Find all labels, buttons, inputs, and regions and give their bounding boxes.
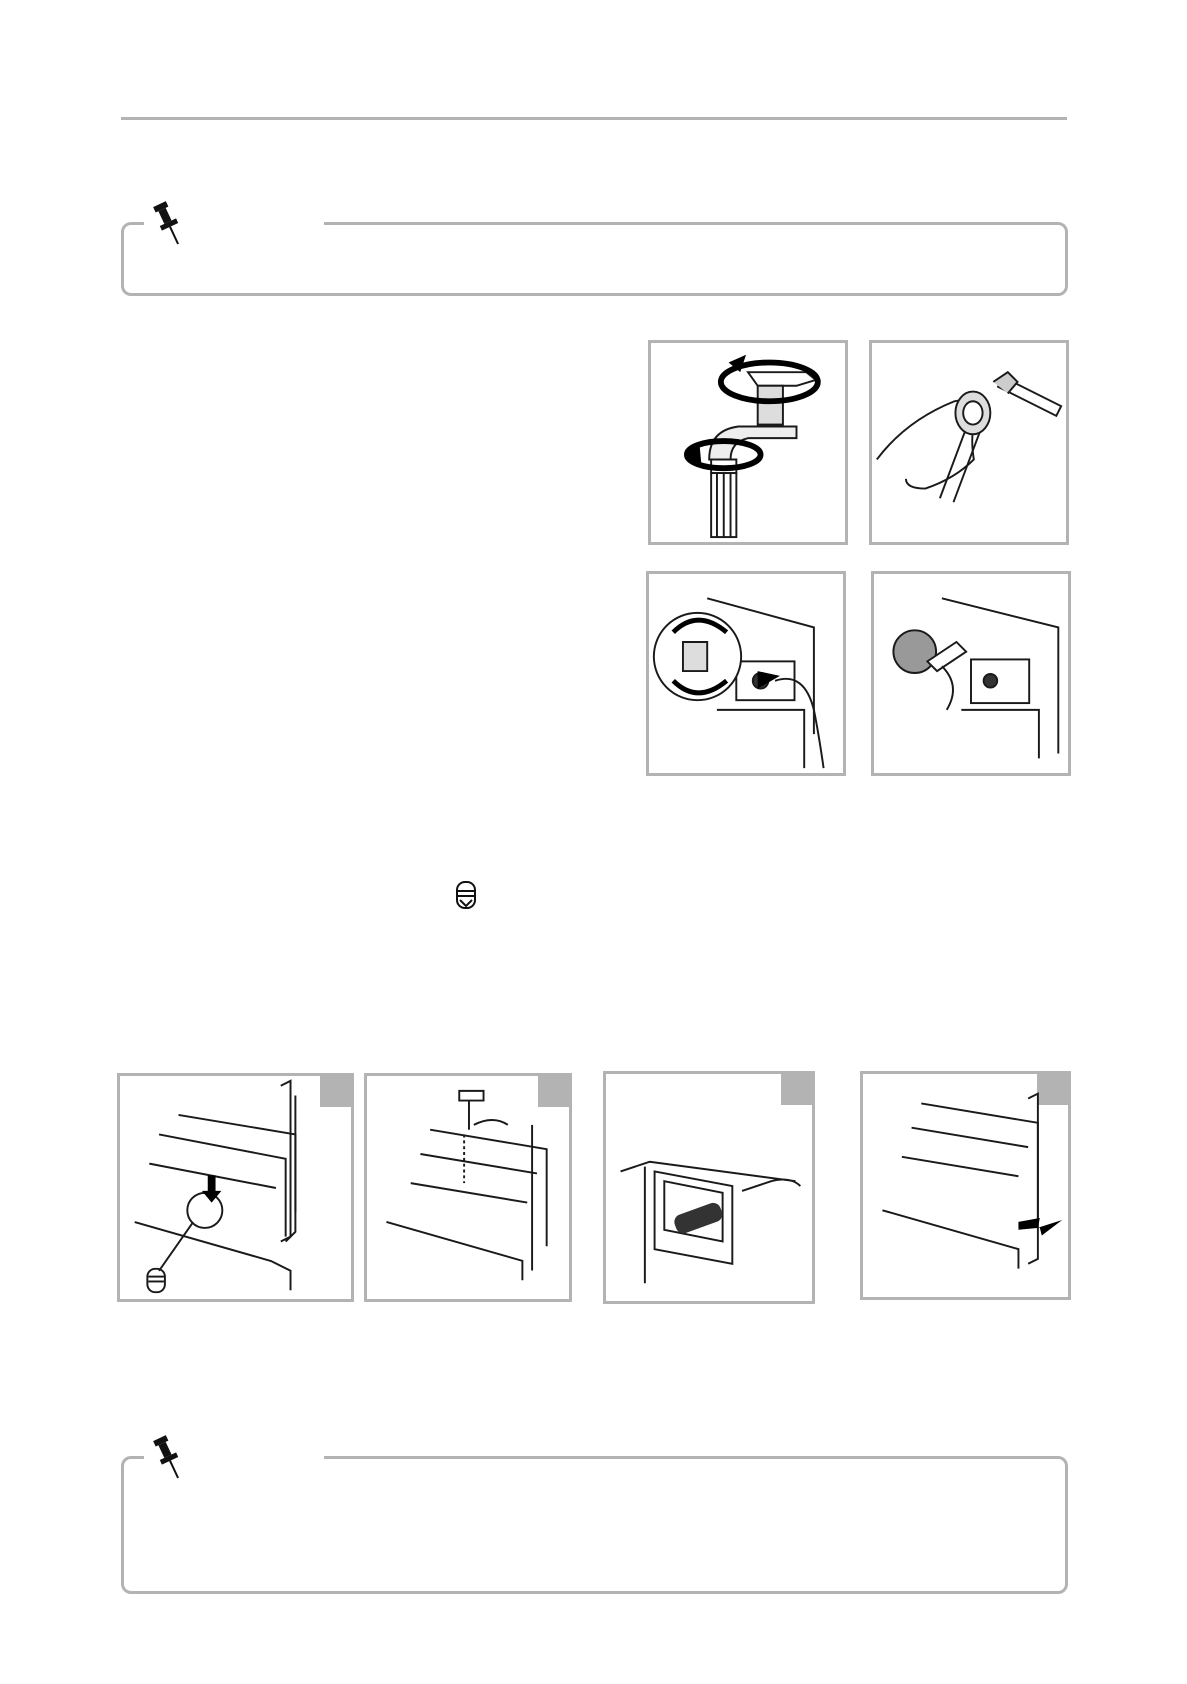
drawer-siphon-illustration (120, 1076, 351, 1299)
inlet-hose-illustration (649, 574, 843, 773)
figure-step-4 (860, 1071, 1071, 1300)
figure-tap-unscrew (648, 340, 848, 545)
drawer-housing-brush-illustration (606, 1074, 812, 1301)
note-box-top (121, 222, 1068, 296)
figure-filter-brush-clean (869, 340, 1069, 545)
pushpin-icon (148, 1432, 188, 1482)
drawer-rinse-illustration (367, 1076, 569, 1299)
detergent-drawer-siphon-icon (455, 880, 477, 910)
figure-step-3 (603, 1071, 815, 1304)
pushpin-icon (148, 198, 188, 248)
note-box-bottom (121, 1456, 1068, 1594)
figure-inlet-hose-unscrew (646, 571, 846, 776)
inlet-filter-brush-illustration (874, 574, 1068, 773)
tap-illustration (651, 343, 845, 542)
figure-step-2 (364, 1073, 572, 1302)
figure-step-1 (117, 1073, 354, 1302)
header-rule (121, 117, 1067, 120)
filter-brush-illustration (872, 343, 1066, 542)
drawer-reinsert-illustration (863, 1074, 1068, 1297)
figure-inlet-filter-brush (871, 571, 1071, 776)
